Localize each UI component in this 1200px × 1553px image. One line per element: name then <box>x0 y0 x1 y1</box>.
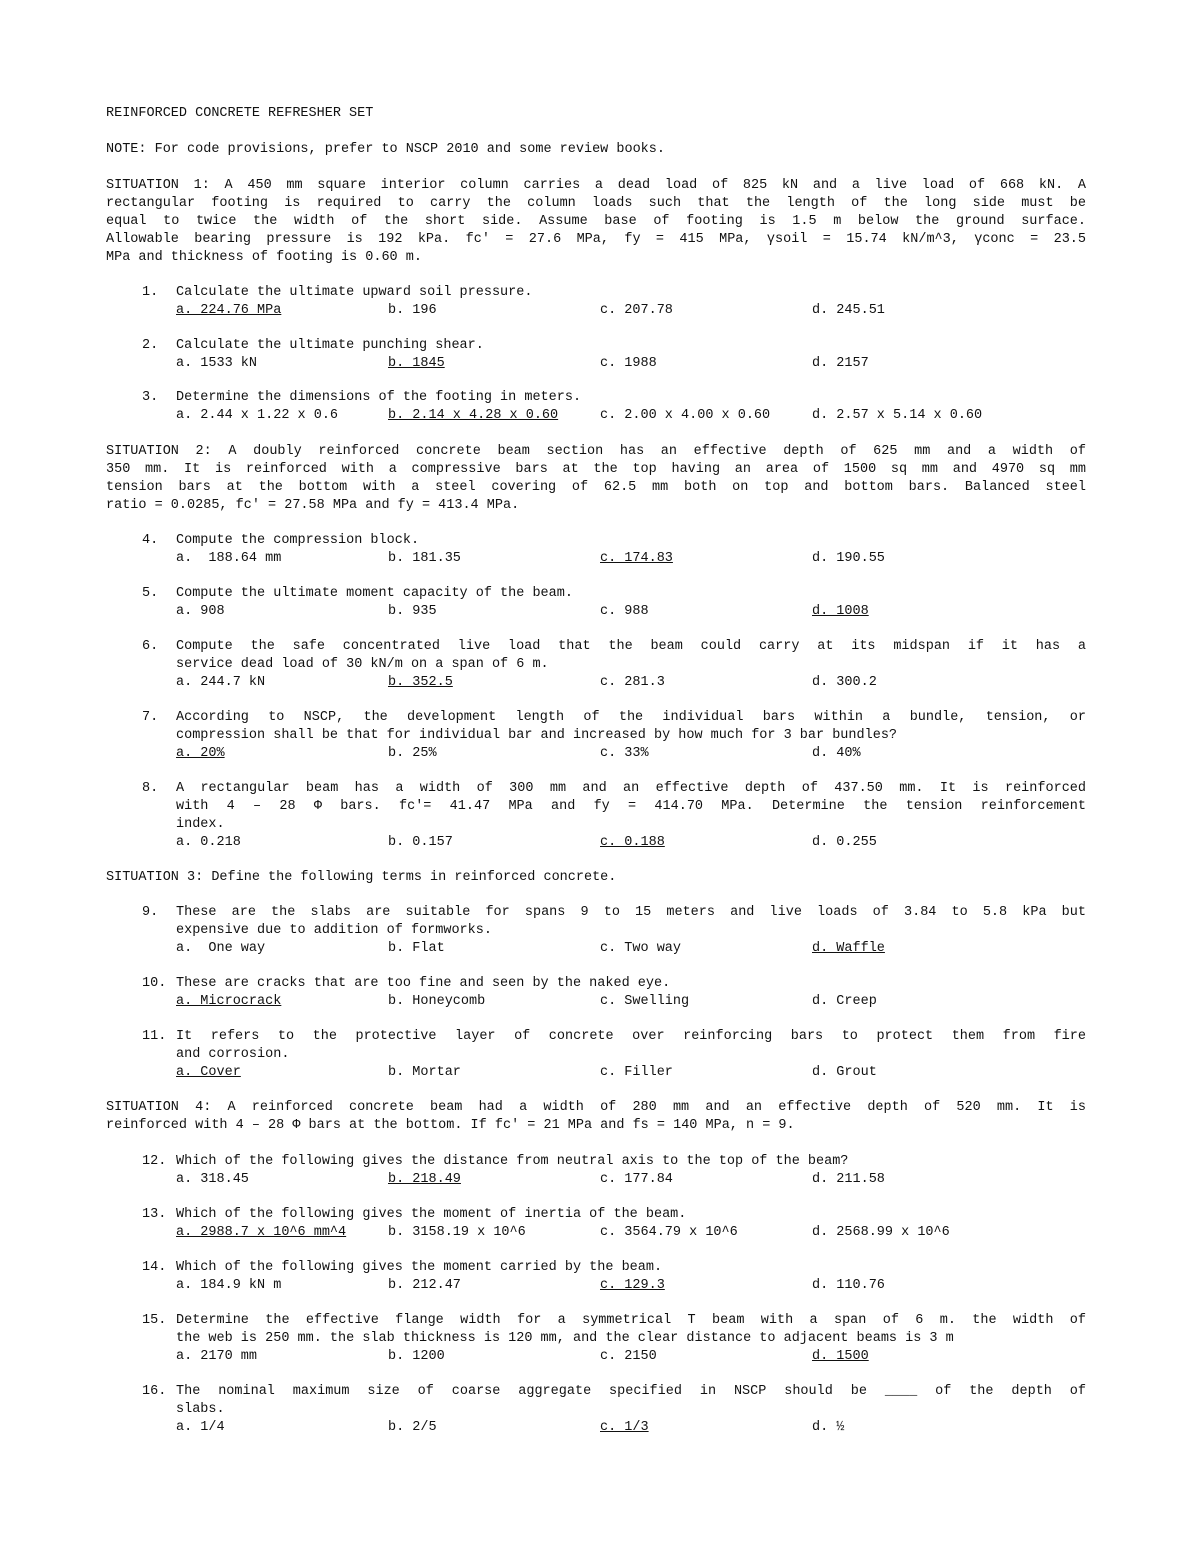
question-15 <box>142 1312 1086 1366</box>
answer-option-correct: b. 352.5 <box>388 675 453 690</box>
answer-option: d. 110.76 <box>812 1278 885 1293</box>
answer-option-correct: a. 224.76 MPa <box>176 303 282 318</box>
question-number: 9. <box>142 905 159 920</box>
question-number: 4. <box>142 533 159 548</box>
question-text-line: Compute the ultimate moment capacity of the beam. <box>176 586 573 601</box>
question-number: 10. <box>142 976 167 991</box>
question-text-line: These are cracks that are too fine and seen by the naked eye. <box>176 976 671 991</box>
answer-option-correct: a. 20% <box>176 746 225 761</box>
situation-text-line: ratio = 0.0285, fc′ = 27.58 MPa and fy = 413.4 MPa. <box>106 498 520 513</box>
question-text-line: These are the slabs are suitable for spans 9 to 15 meters and live loads of 3.84 to 5.8 kPa but <box>176 905 1086 920</box>
answer-option: b. Mortar <box>388 1065 461 1080</box>
answer-option: a. 0.218 <box>176 835 241 850</box>
situation-text-line: tension bars at the bottom with a steel covering of 62.5 mm both on top and bottom bars. Balanced steel <box>106 480 1086 495</box>
situation-text-line: MPa and thickness of footing is 0.60 m. <box>106 250 422 265</box>
answer-option: a. One way <box>176 941 266 956</box>
question-1 <box>142 284 1086 320</box>
answer-option-correct: a. Microcrack <box>176 994 282 1009</box>
answer-option: d. 2568.99 x 10^6 <box>812 1225 950 1240</box>
question-body <box>176 1383 1086 1437</box>
answer-option: d. 245.51 <box>812 303 885 318</box>
answer-option: c. 3564.79 x 10^6 <box>600 1225 738 1240</box>
question-text-line: with 4 – 28 Φ bars. fc'= 41.47 MPa and fy = 414.70 MPa. Determine the tension reinforcement <box>176 799 1086 814</box>
question-text-line: the web is 250 mm. the slab thickness is 120 mm, and the clear distance to adjacent beams is 3 m <box>176 1331 954 1346</box>
question-body <box>176 638 1086 692</box>
answer-option: d. 0.255 <box>812 835 877 850</box>
answer-options <box>176 1064 1086 1082</box>
answer-options <box>176 603 1086 621</box>
situation-text-line: SITUATION 2: A doubly reinforced concrete beam section has an effective depth of 625 mm and a width of <box>106 444 1086 459</box>
question-number: 15. <box>142 1313 167 1328</box>
situation-3 <box>106 869 1086 887</box>
question-number: 2. <box>142 338 159 353</box>
answer-option: d. ½ <box>812 1420 845 1435</box>
question-text-line: Compute the safe concentrated live load that the beam could carry at its midspan if it has a <box>176 639 1086 654</box>
answer-option: c. Filler <box>600 1065 673 1080</box>
question-13 <box>142 1206 1086 1242</box>
situation-text-line: SITUATION 4: A reinforced concrete beam had a width of 280 mm and an effective depth of 520 mm. It is <box>106 1100 1086 1115</box>
answer-option: d. Creep <box>812 994 877 1009</box>
question-number: 16. <box>142 1384 167 1399</box>
question-14 <box>142 1259 1086 1295</box>
question-text-line: The nominal maximum size of coarse aggregate specified in NSCP should be ____ of the depth of <box>176 1384 1086 1399</box>
answer-options <box>176 940 1086 958</box>
answer-option: a. 1/4 <box>176 1420 225 1435</box>
question-text-line: Determine the effective flange width for a symmetrical T beam with a span of 6 m. the width of <box>176 1313 1086 1328</box>
question-body <box>176 1259 1086 1295</box>
question-body <box>176 1028 1086 1082</box>
question-9 <box>142 904 1086 958</box>
answer-option: d. Grout <box>812 1065 877 1080</box>
answer-option: a. 2170 mm <box>176 1349 258 1364</box>
question-number: 6. <box>142 639 159 654</box>
question-text-line: Which of the following gives the moment carried by the beam. <box>176 1260 663 1275</box>
question-number: 12. <box>142 1154 167 1169</box>
answer-option: c. 177.84 <box>600 1172 673 1187</box>
question-text-line: compression shall be that for individual bar and increased by how much for 3 bar bundles? <box>176 728 898 743</box>
code-note: NOTE: For code provisions, prefer to NSCP 2010 and some review books. <box>106 142 665 157</box>
answer-option: b. 181.35 <box>388 551 461 566</box>
answer-option: d. 211.58 <box>812 1172 885 1187</box>
answer-option: b. 25% <box>388 746 437 761</box>
answer-option: a. 908 <box>176 604 225 619</box>
answer-option: b. Honeycomb <box>388 994 486 1009</box>
question-5 <box>142 585 1086 621</box>
situation-text-line: Allowable bearing pressure is 192 kPa. fc' = 27.6 MPa, fy = 415 MPa, γsoil = 15.74 kN/m^3, γconc = 23.5 <box>106 232 1086 247</box>
answer-option: b. Flat <box>388 941 445 956</box>
question-text-line: Calculate the ultimate upward soil pressure. <box>176 285 533 300</box>
question-4 <box>142 532 1086 568</box>
answer-option: c. Swelling <box>600 994 690 1009</box>
answer-options <box>176 302 1086 320</box>
answer-option: b. 1200 <box>388 1349 445 1364</box>
answer-option-correct: b. 2.14 x 4.28 x 0.60 <box>388 408 559 423</box>
question-body <box>176 1312 1086 1366</box>
question-body <box>176 337 1086 373</box>
answer-option: a. 184.9 kN m <box>176 1278 282 1293</box>
question-body <box>176 532 1086 568</box>
question-number: 7. <box>142 710 159 725</box>
question-body <box>176 1206 1086 1242</box>
question-body <box>176 709 1086 763</box>
question-10 <box>142 975 1086 1011</box>
question-body <box>176 585 1086 621</box>
answer-option: c. 2.00 x 4.00 x 0.60 <box>600 408 771 423</box>
situation-text-line: reinforced with 4 – 28 Φ bars at the bottom. If fc′ = 21 MPa and fs = 140 MPa, n = 9. <box>106 1118 795 1133</box>
answer-option: d. 2.57 x 5.14 x 0.60 <box>812 408 983 423</box>
answer-option-correct: c. 1/3 <box>600 1420 649 1435</box>
answer-option: c. 988 <box>600 604 649 619</box>
question-2 <box>142 337 1086 373</box>
answer-options <box>176 550 1086 568</box>
situation-1 <box>106 177 1086 267</box>
situation-4 <box>106 1099 1086 1135</box>
situation-text-line: 350 mm. It is reinforced with a compressive bars at the top having an area of 1500 sq mm and 4970 sq mm <box>106 462 1086 477</box>
question-text-line: A rectangular beam has a width of 300 mm and an effective depth of 437.50 mm. It is reinforced <box>176 781 1086 796</box>
document-title: REINFORCED CONCRETE REFRESHER SET <box>106 106 374 121</box>
answer-option-correct: d. 1500 <box>812 1349 869 1364</box>
question-text-line: It refers to the protective layer of concrete over reinforcing bars to protect them from fire <box>176 1029 1086 1044</box>
question-text-line: Determine the dimensions of the footing in meters. <box>176 390 582 405</box>
answer-option: b. 3158.19 x 10^6 <box>388 1225 526 1240</box>
answer-option-correct: a. Cover <box>176 1065 241 1080</box>
answer-options <box>176 1348 1086 1366</box>
answer-options <box>176 674 1086 692</box>
question-body <box>176 975 1086 1011</box>
answer-option: a. 2.44 x 1.22 x 0.6 <box>176 408 339 423</box>
question-text-line: index. <box>176 817 225 832</box>
question-number: 13. <box>142 1207 167 1222</box>
question-text-line: According to NSCP, the development length of the individual bars within a bundle, tension, or <box>176 710 1086 725</box>
question-16 <box>142 1383 1086 1437</box>
question-text-line: Which of the following gives the moment of inertia of the beam. <box>176 1207 687 1222</box>
answer-options <box>176 745 1086 763</box>
question-number: 14. <box>142 1260 167 1275</box>
answer-option-correct: a. 2988.7 x 10^6 mm^4 <box>176 1225 347 1240</box>
question-text-line: slabs. <box>176 1402 225 1417</box>
answer-options <box>176 407 1086 425</box>
question-text-line: and corrosion. <box>176 1047 290 1062</box>
answer-option-correct: d. 1008 <box>812 604 869 619</box>
question-number: 1. <box>142 285 159 300</box>
answer-option-correct: b. 1845 <box>388 356 445 371</box>
question-text-line: Which of the following gives the distance from neutral axis to the top of the beam? <box>176 1154 849 1169</box>
question-3 <box>142 389 1086 425</box>
answer-option-correct: c. 0.188 <box>600 835 665 850</box>
question-text-line: Calculate the ultimate punching shear. <box>176 338 484 353</box>
situation-text-line: SITUATION 1: A 450 mm square interior column carries a dead load of 825 kN and a live load of 668 kN. A <box>106 178 1086 193</box>
answer-option: d. 190.55 <box>812 551 885 566</box>
question-number: 11. <box>142 1029 167 1044</box>
answer-option: a. 188.64 mm <box>176 551 282 566</box>
answer-options <box>176 834 1086 852</box>
answer-option: d. 2157 <box>812 356 869 371</box>
question-body <box>176 1153 1086 1189</box>
answer-option: c. 1988 <box>600 356 657 371</box>
question-11 <box>142 1028 1086 1082</box>
answer-option: d. 40% <box>812 746 861 761</box>
answer-option-correct: b. 218.49 <box>388 1172 461 1187</box>
question-number: 3. <box>142 390 159 405</box>
answer-option-correct: d. Waffle <box>812 941 885 956</box>
answer-option: b. 935 <box>388 604 437 619</box>
answer-option: c. 2150 <box>600 1349 657 1364</box>
answer-option: c. 281.3 <box>600 675 665 690</box>
answer-option-correct: c. 174.83 <box>600 551 673 566</box>
answer-options <box>176 1277 1086 1295</box>
answer-option: a. 244.7 kN <box>176 675 266 690</box>
question-text-line: Compute the compression block. <box>176 533 420 548</box>
answer-option: b. 212.47 <box>388 1278 461 1293</box>
answer-option: d. 300.2 <box>812 675 877 690</box>
answer-option: b. 196 <box>388 303 437 318</box>
answer-option: b. 2/5 <box>388 1420 437 1435</box>
answer-options <box>176 1171 1086 1189</box>
question-body <box>176 780 1086 852</box>
situation-text-line: rectangular footing is required to carry the column loads such that the length of the long side must be <box>106 196 1086 211</box>
question-body <box>176 389 1086 425</box>
question-8 <box>142 780 1086 852</box>
answer-option-correct: c. 129.3 <box>600 1278 665 1293</box>
answer-option: c. 33% <box>600 746 649 761</box>
question-number: 8. <box>142 781 159 796</box>
question-text-line: expensive due to addition of formworks. <box>176 923 492 938</box>
question-text-line: service dead load of 30 kN/m on a span of 6 m. <box>176 657 549 672</box>
situation-text-line: equal to twice the width of the short side. Assume base of footing is 1.5 m below the ground surface. <box>106 214 1086 229</box>
question-7 <box>142 709 1086 763</box>
situation-2 <box>106 443 1086 515</box>
answer-options <box>176 1224 1086 1242</box>
question-12 <box>142 1153 1086 1189</box>
question-body <box>176 904 1086 958</box>
situation-text-line: SITUATION 3: Define the following terms in reinforced concrete. <box>106 870 617 885</box>
question-number: 5. <box>142 586 159 601</box>
answer-option: c. Two way <box>600 941 682 956</box>
answer-options <box>176 993 1086 1011</box>
answer-option: b. 0.157 <box>388 835 453 850</box>
answer-options <box>176 355 1086 373</box>
answer-option: c. 207.78 <box>600 303 673 318</box>
answer-options <box>176 1419 1086 1437</box>
question-body <box>176 284 1086 320</box>
answer-option: a. 318.45 <box>176 1172 249 1187</box>
question-6 <box>142 638 1086 692</box>
answer-option: a. 1533 kN <box>176 356 258 371</box>
